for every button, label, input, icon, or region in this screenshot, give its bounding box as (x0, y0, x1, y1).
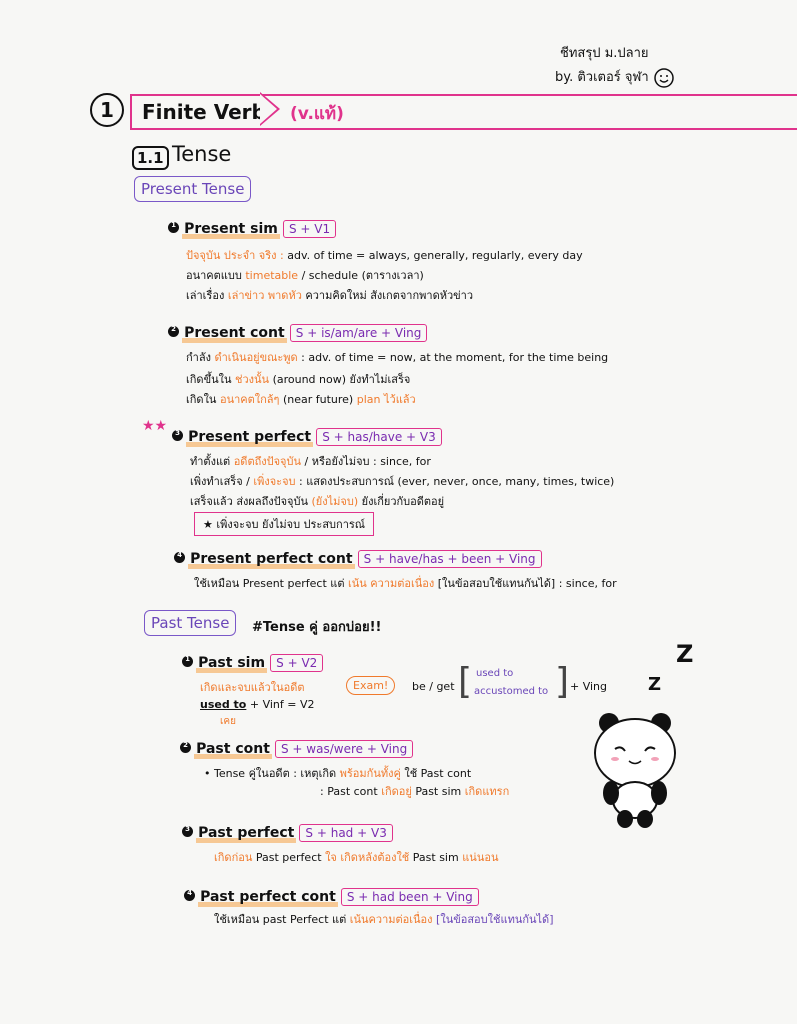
pc-l3-thai: เกิดใน (186, 393, 217, 406)
present-perfect-line-2 (190, 472, 614, 490)
option-used-to: used to (476, 668, 514, 679)
present-simple-header (168, 218, 336, 237)
used-to-label: used to (200, 698, 247, 711)
past-cont-title: Past cont (196, 741, 270, 757)
pap-l1-o2: ใจ (325, 851, 337, 864)
pp-l1-rest: / หรือยังไม่จบ : since, for (304, 455, 431, 468)
header-line-1: ชีทสรุป ม.ปลาย (560, 46, 649, 61)
exam-badge: Exam! (346, 676, 395, 695)
pc-l2-thai: เกิดขึ้นใน (186, 373, 232, 386)
pac-l1-black: • Tense คู่ในอดีต : เหตุเกิด (204, 767, 337, 780)
header-line-2 (555, 66, 675, 89)
present-perfect-cont-formula: S + have/has + been + Ving (358, 550, 542, 568)
ps-l3-thai: เล่าเรื่อง (186, 289, 225, 302)
left-bracket: [ (458, 661, 473, 702)
used-to-note: เคย (220, 716, 236, 727)
present-cont-formula: S + is/am/are + Ving (290, 324, 428, 342)
present-perfect-title: Present perfect (188, 429, 312, 445)
used-to-rest: + Vinf = V2 (249, 698, 315, 711)
bullet-icon: 3 (182, 826, 193, 837)
past-perfect-formula: S + had + V3 (299, 824, 392, 842)
ppc-l1-rest: [ในข้อสอบใช้แทนกันได้] : since, for (437, 577, 617, 590)
present-cont-line-1 (186, 348, 608, 366)
bullet-icon: 2 (180, 742, 191, 753)
present-simple-line-3 (186, 286, 473, 304)
pc-l1-en: : adv. of time = now, at the moment, for the time being (301, 351, 609, 364)
bullet-icon: 1 (168, 222, 179, 233)
pc-l2-rest: (around now) ยังทำไม่เสร็จ (272, 373, 411, 386)
pp-l3-orange: (ยังไม่จบ) (311, 495, 359, 508)
past-simple-line-1: เกิดและจบแล้วในอดีต (200, 681, 305, 694)
pap-l1-mid: Past perfect (255, 851, 322, 864)
present-simple-title: Present sim (184, 221, 278, 237)
past-cont-formula: S + was/were + Ving (275, 740, 413, 758)
present-simple-formula: S + V1 (283, 220, 336, 238)
present-cont-line-3 (186, 390, 416, 408)
section-title: Tense (172, 142, 232, 166)
bullet-icon: 4 (184, 890, 195, 901)
papc-l1-rest: [ในข้อสอบใช้แทนกันได้] (436, 913, 554, 926)
ps-l3-orange: เล่าข่าว พาดหัว (227, 289, 302, 302)
past-simple-title: Past sim (198, 655, 266, 671)
present-perfect-line-3 (190, 492, 444, 510)
pc-l2-orange: ช่วงนั้น (235, 373, 270, 386)
pac-l1-orange: พร้อมกันทั้งคู่ (339, 767, 401, 780)
papc-l1-orange: เน้นความต่อเนื่อง (349, 913, 433, 926)
ps-l2-thai: อนาคตแบบ (186, 269, 242, 282)
be-get-label: be / get (412, 680, 455, 693)
bullet-icon: 3 (172, 430, 183, 441)
past-perfect-line-1 (214, 848, 498, 866)
present-cont-header (168, 322, 427, 341)
bullet-icon: 1 (182, 656, 193, 667)
chapter-number: 1 (90, 93, 124, 127)
chapter-title: Finite Verb (130, 94, 797, 130)
past-perfect-cont-formula: S + had been + Ving (341, 888, 479, 906)
pp-l2-thai: เพิ่งทำเสร็จ / (190, 475, 250, 488)
chapter-arrow-inner (260, 94, 277, 124)
pc-l3-rest: (near future) (282, 393, 354, 406)
present-simple-line-1 (186, 246, 583, 264)
past-perfect-cont-header (184, 886, 479, 905)
pc-l1-orange: ดำเนินอยู่ขณะพูด (214, 351, 298, 364)
pac-l2-mid: Past sim (415, 785, 462, 798)
present-perfect-cont-line-1 (194, 574, 617, 592)
pc-l1-thai: กำลัง (186, 351, 211, 364)
header-author: by. ติวเตอร์ จุฬา (555, 70, 649, 85)
past-perfect-cont-line-1 (214, 910, 554, 928)
present-simple-line-2 (186, 266, 424, 284)
past-cont-line-1 (204, 764, 471, 782)
section-number: 1.1 (132, 146, 169, 170)
past-simple-header (182, 652, 323, 671)
pp-l3-rest: ยังเกี่ยวกับอดีตอยู่ (361, 495, 445, 508)
present-perfect-cont-header (174, 548, 542, 567)
papc-l1-thai: ใช้เหมือน past Perfect แต่ (214, 913, 347, 926)
bullet-icon: 4 (174, 552, 185, 563)
pac-l2-black: : Past cont (320, 785, 378, 798)
ps-l3-rest: ความคิดใหม่ สังเกตจากพาดหัวข่าว (305, 289, 474, 302)
present-tense-heading: Present Tense (134, 176, 251, 202)
past-cont-header (180, 738, 413, 757)
present-cont-line-2 (186, 370, 410, 388)
pap-l1-o1: เกิดก่อน (214, 851, 253, 864)
zz-icon-1: Z (676, 640, 694, 668)
pp-l2-rest: : แสดงประสบการณ์ (ever, never, once, many, times, twice) (299, 475, 615, 488)
pac-l2-orange1: เกิดอยู่ (381, 785, 412, 798)
past-perfect-cont-title: Past perfect cont (200, 889, 336, 905)
pac-l1-rest: ใช้ Past cont (404, 767, 472, 780)
smiley-icon (653, 67, 675, 89)
past-perfect-title: Past perfect (198, 825, 295, 841)
past-tense-heading: Past Tense (144, 610, 236, 636)
pc-l3-orange: อนาคตใกล้ๆ (219, 393, 280, 406)
pac-l2-orange2: เกิดแทรก (464, 785, 510, 798)
pp-l1-thai: ทำตั้งแต่ (190, 455, 231, 468)
ppc-l1-thai: ใช้เหมือน Present perfect แต่ (194, 577, 345, 590)
present-perfect-formula: S + has/have + V3 (316, 428, 442, 446)
pap-l1-o4: แน่นอน (462, 851, 499, 864)
panda-icon (585, 705, 685, 830)
past-simple-formula: S + V2 (270, 654, 323, 672)
past-tense-note: #Tense คู่ ออกบ่อย!! (252, 620, 382, 635)
zz-icon-2: Z (648, 674, 662, 695)
present-perfect-cont-title: Present perfect cont (190, 551, 353, 567)
right-bracket: ] (555, 661, 570, 702)
ps-l1-thai: ปัจจุบัน ประจำ จริง : (186, 249, 284, 262)
present-perfect-line-1 (190, 452, 431, 470)
star-icon: ★★ (142, 418, 168, 434)
present-cont-title: Present cont (184, 325, 285, 341)
ps-l2-orange: timetable (245, 269, 299, 282)
past-simple-line-2 (200, 698, 315, 711)
pp-l2-orange: เพิ่งจะจบ (253, 475, 296, 488)
chapter-subtitle: (v.แท้) (290, 104, 344, 124)
option-accustomed-to: accustomed to (474, 686, 549, 697)
pp-l3-thai: เสร็จแล้ว ส่งผลถึงปัจจุบัน (190, 495, 309, 508)
pap-l1-rest: Past sim (412, 851, 459, 864)
bullet-icon: 2 (168, 326, 179, 337)
past-perfect-header (182, 822, 393, 841)
ving-label: + Ving (570, 680, 608, 693)
ppc-l1-orange: เน้น ความต่อเนื่อง (348, 577, 435, 590)
present-perfect-note: ★ เพิ่งจะจบ ยังไม่จบ ประสบการณ์ (194, 512, 374, 536)
ps-l2-rest: / schedule (ตารางเวลา) (301, 269, 424, 282)
pp-l1-orange: อดีตถึงปัจจุบัน (233, 455, 301, 468)
pc-l3-plan: plan ไว้แล้ว (356, 393, 416, 406)
present-perfect-header (172, 426, 442, 445)
past-cont-line-2 (320, 782, 509, 800)
pap-l1-o3: เกิดหลังต้องใช้ (340, 851, 410, 864)
ps-l1-en: adv. of time = always, generally, regularly, every day (287, 249, 583, 262)
